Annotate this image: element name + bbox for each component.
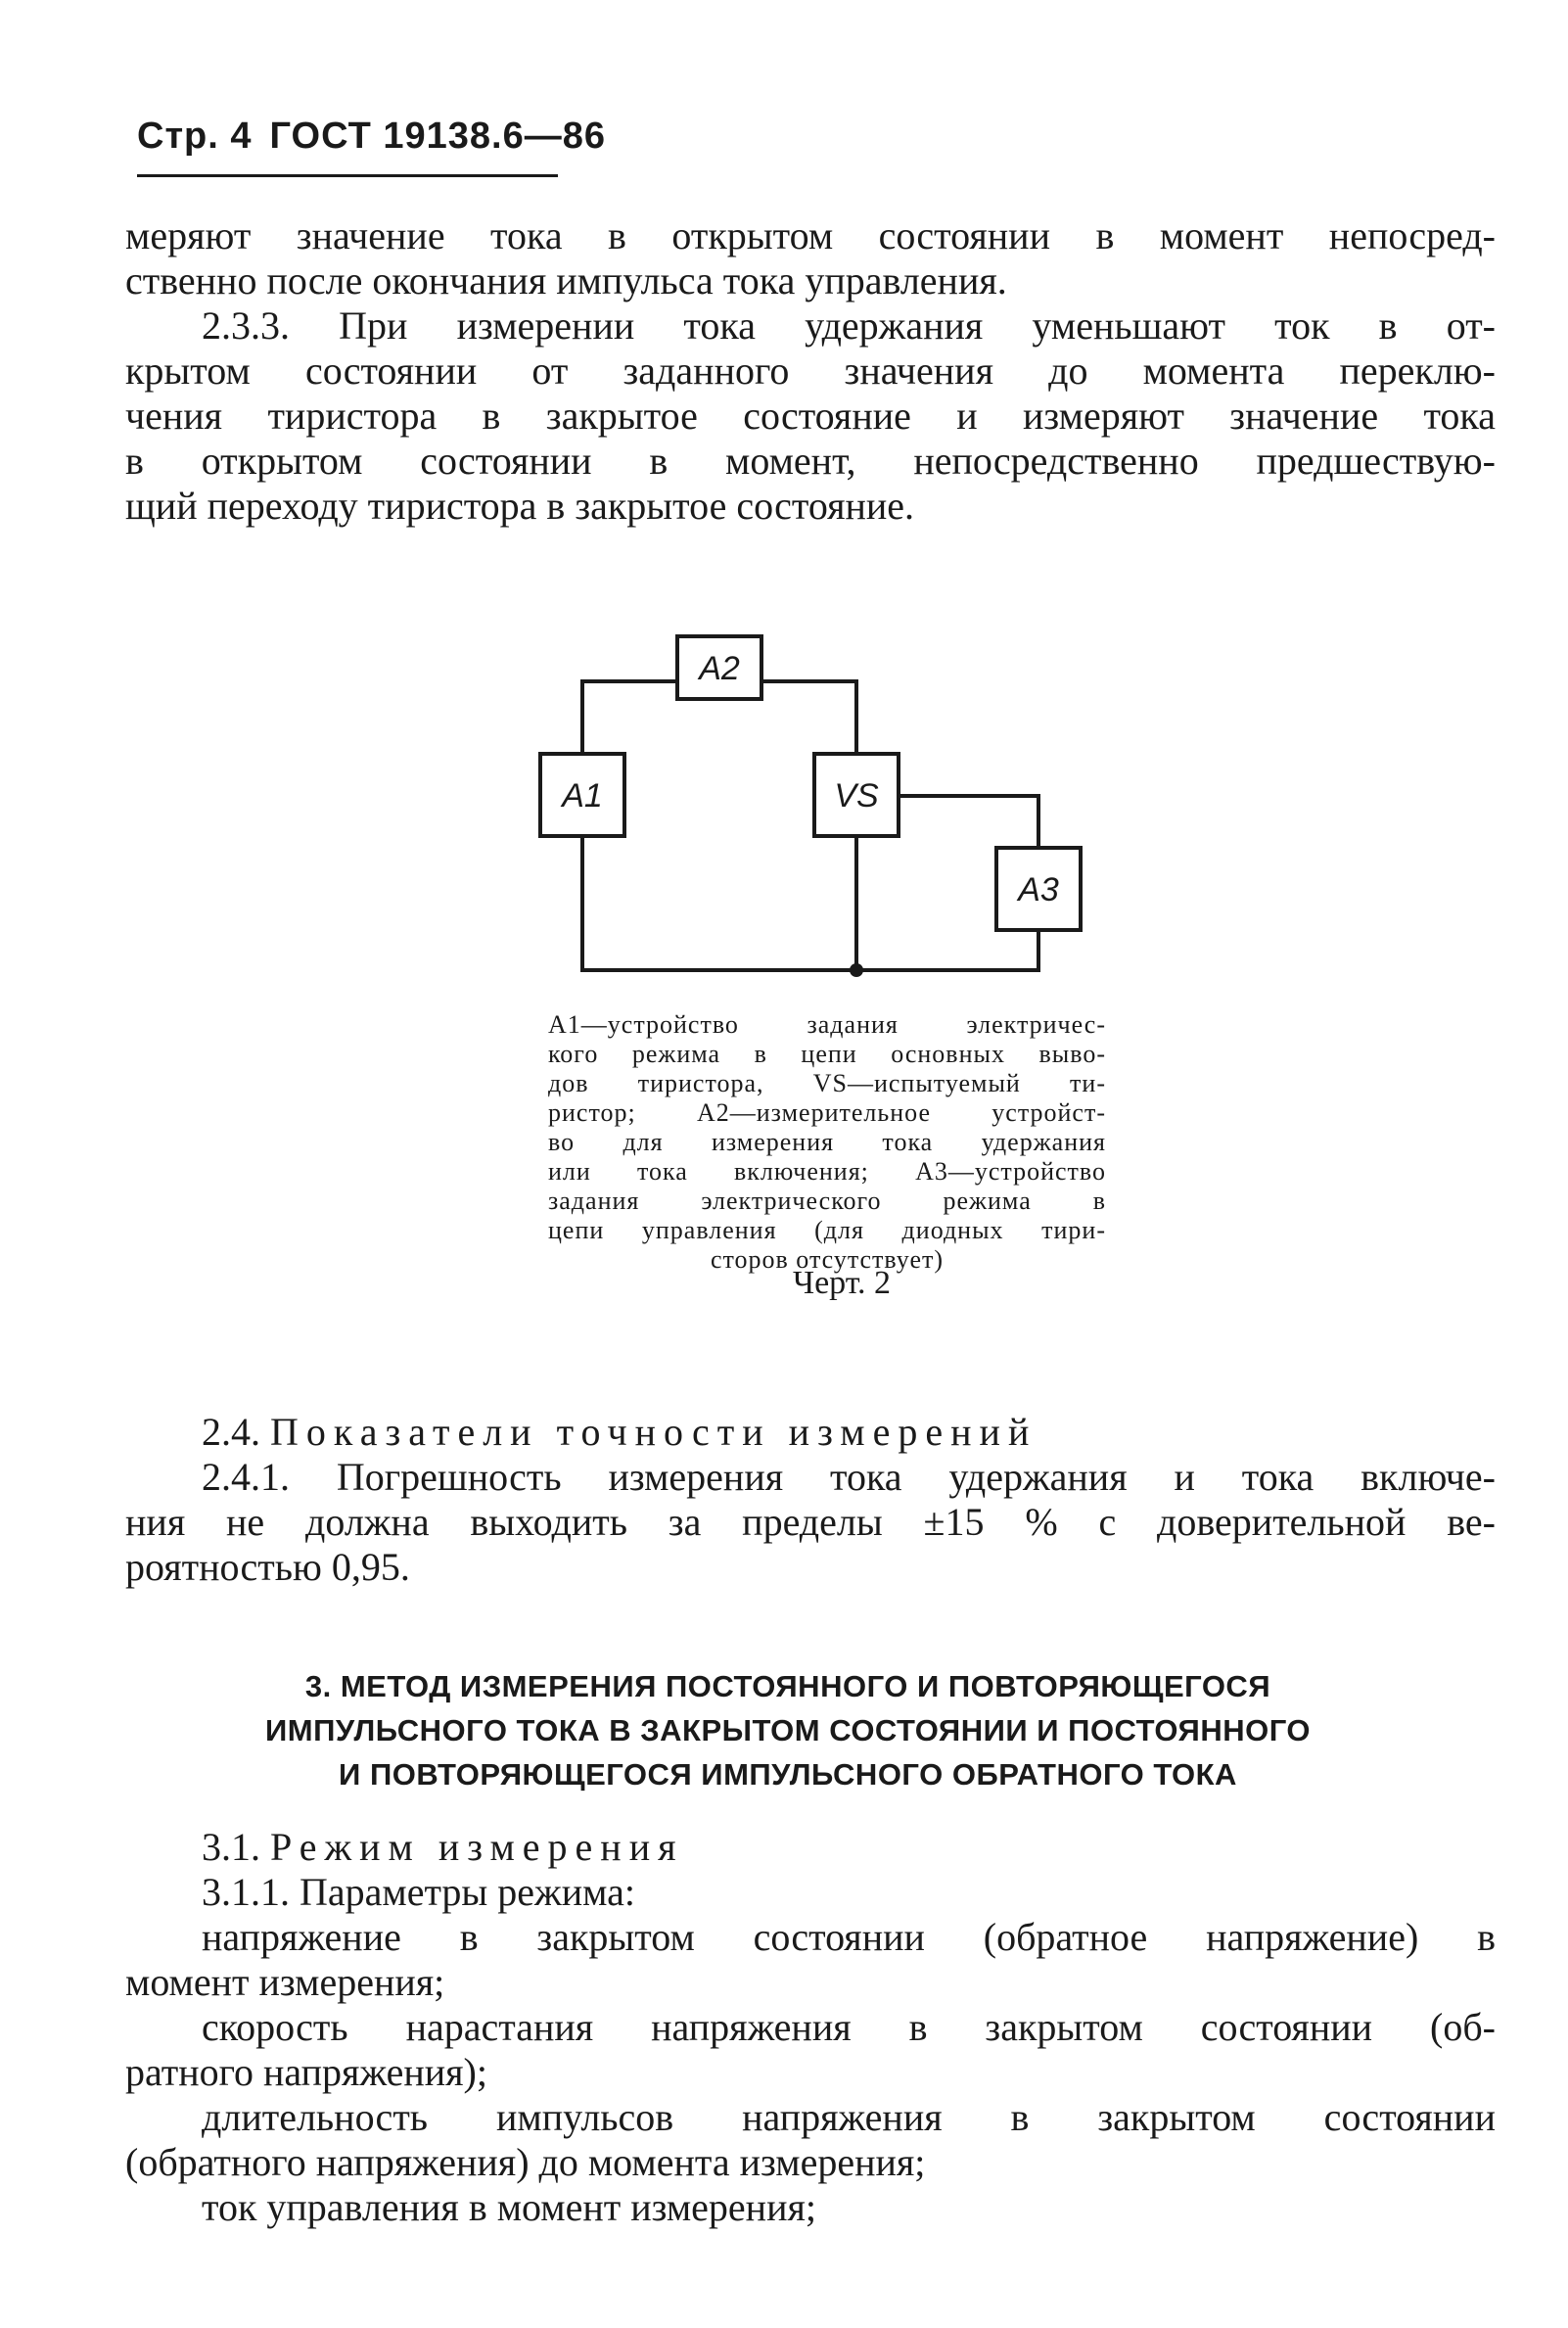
caption-line: цепи управления (для диодных тири- [548, 1216, 1106, 1244]
text-line: ния не должна выходить за пределы ±15 % с доверительной ве- [125, 1500, 1496, 1544]
caption-line: задания электрического режима в [548, 1187, 1106, 1215]
text-line: ратного напряжения); [125, 2050, 487, 2094]
caption-line: A1—устройство задания электричес- [548, 1010, 1106, 1039]
text-line: 3.1.1. Параметры режима: [202, 1870, 636, 1914]
text-line: чения тиристора в закрытое состояние и измеряют значение тока [125, 394, 1496, 438]
block-vs-label: VS [834, 777, 879, 815]
caption-line: ристор; A2—измерительное устройст- [548, 1098, 1106, 1127]
text-line: момент измерения; [125, 1960, 445, 2004]
title-line: И ПОВТОРЯЮЩЕГОСЯ ИМПУЛЬСНОГО ОБРАТНОГО ТОКА [339, 1757, 1237, 1792]
text-line: крытом состоянии от заданного значения до момента переклю- [125, 349, 1496, 393]
heading-number: 2.4. [202, 1410, 260, 1454]
section-3-title [196, 1664, 1380, 1796]
text-line: меряют значение тока в открытом состоянии в момент непосред- [125, 213, 1496, 257]
title-line: ИМПУЛЬСНОГО ТОКА В ЗАКРЫТОМ СОСТОЯНИИ И ПОСТОЯННОГО [265, 1713, 1311, 1747]
page-header [137, 116, 606, 158]
text-line: 2.4.1. Погрешность измерения тока удержания и тока включе- [202, 1455, 1496, 1499]
text-line: 2.3.3. При измерении тока удержания уменьшают ток в от- [202, 303, 1496, 348]
gost-label: ГОСТ 19138.6—86 [269, 116, 607, 157]
caption-line: сторов отсутствует) [710, 1245, 945, 1274]
figure-label: Черт. 2 [792, 1265, 892, 1301]
paragraph-top [125, 213, 1496, 529]
wire-a2-vs [761, 681, 856, 754]
caption-line: во для измерения тока удержания [548, 1128, 1106, 1156]
wire-a3-bottom [856, 930, 1038, 970]
wire-a1-a2 [582, 681, 677, 754]
block-a3-label: A3 [1018, 871, 1059, 908]
wire-vs-a3 [899, 796, 1038, 848]
title-line: 3. МЕТОД ИЗМЕРЕНИЯ ПОСТОЯННОГО И ПОВТОРЯЮЩЕГОСЯ [304, 1669, 1271, 1703]
heading-number: 3.1. [202, 1825, 260, 1869]
section-heading [125, 1825, 1496, 1870]
text-line: в открытом состоянии в момент, непосредственно предшествую- [125, 439, 1496, 483]
header-rule [137, 174, 558, 177]
junction-node [850, 963, 863, 977]
wire-a1-bottom [582, 836, 856, 970]
text-line: напряжение в закрытом состоянии (обратное напряжение) в [202, 1915, 1496, 1959]
text-line: ственно после окончания импульса тока управления. [125, 258, 1007, 303]
heading-text: Показатели точности измерений [270, 1410, 1038, 1454]
block-a1-label: A1 [562, 777, 603, 815]
block-a2-label: A2 [699, 650, 740, 687]
text-line: длительность импульсов напряжения в закрытом состоянии [202, 2095, 1496, 2139]
text-line: ток управления в момент измерения; [202, 2185, 817, 2229]
caption-line: или тока включения; A3—устройство [548, 1157, 1106, 1186]
page-number-label: Стр. 4 [137, 116, 253, 157]
figure-caption [548, 1010, 1106, 1275]
section-heading [125, 1410, 1496, 1455]
section-3-1 [125, 1825, 1496, 2230]
heading-text: Режим измерения [270, 1825, 684, 1869]
text-line: щий переходу тиристора в закрытое состояние. [125, 484, 915, 528]
text-line: скорость нарастания напряжения в закрытом состоянии (об- [202, 2005, 1496, 2049]
section-2-4 [125, 1410, 1496, 1590]
caption-line: дов тиристора, VS—испытуемый ти- [548, 1069, 1106, 1097]
circuit-diagram [519, 615, 1126, 1001]
caption-line: кого режима в цепи основных выво- [548, 1040, 1106, 1068]
text-line: роятностью 0,95. [125, 1545, 410, 1589]
text-line: (обратного напряжения) до момента измерения; [125, 2140, 926, 2184]
